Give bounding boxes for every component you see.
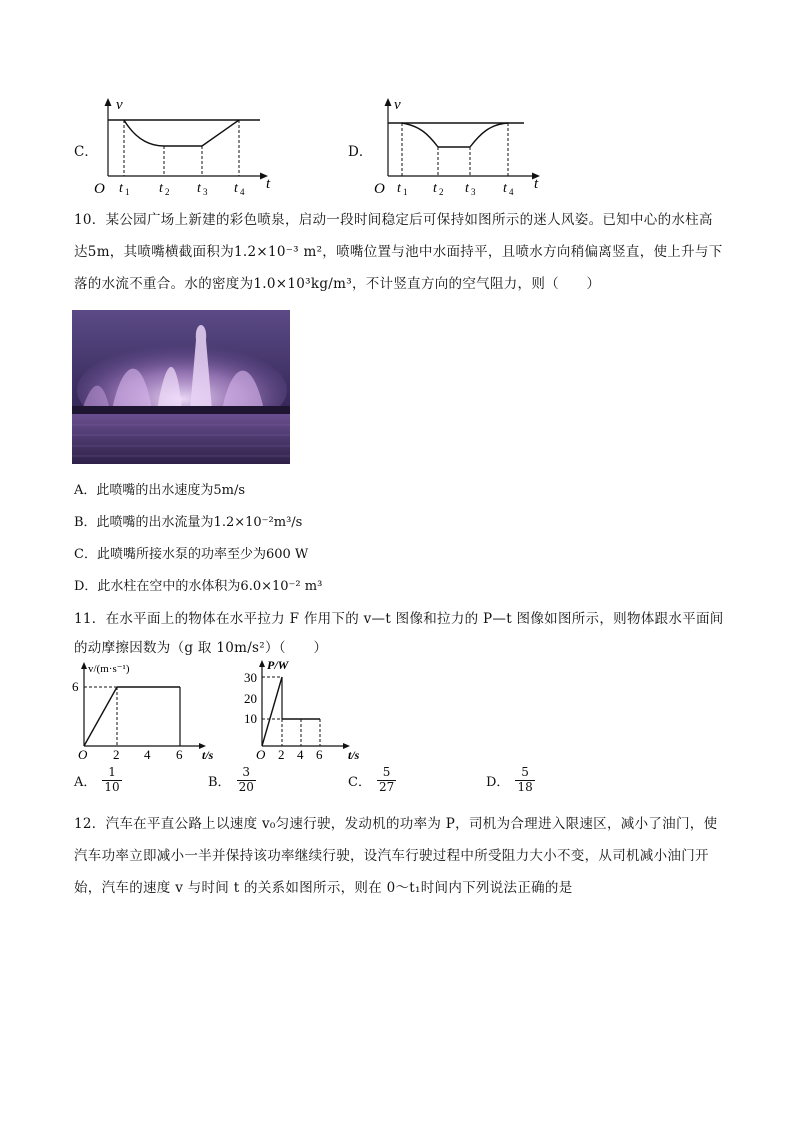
tick-t2-sub: 2 — [165, 187, 170, 196]
q11-option-a — [74, 766, 122, 795]
pt-tick-30: 30 — [244, 670, 257, 685]
q10-option-c: C．此喷嘴所接水泵的功率至少为600 W — [74, 547, 309, 562]
tick-t4: t — [503, 181, 507, 196]
numerator: 5 — [521, 765, 529, 779]
q12-line-2: 汽车功率立即减小一半并保持该功率继续行驶，设汽车行驶过程中所受阻力大小不变，从司机减小油门开 — [74, 848, 709, 864]
fountain-photo — [72, 310, 290, 464]
vt-xlabel: t/s — [202, 748, 214, 760]
q11-line-1: 11．在水平面上的物体在水平拉力 F 作用下的 v—t 图像和拉力的 P—t 图像如图所示，则物体跟水平面间 — [74, 611, 724, 627]
q12-line-1: 12．汽车在平直公路上以速度 v₀匀速行驶，发动机的功率为 P，司机为合理进入限速区，减小了油门，使 — [74, 816, 718, 832]
q10-option-a: A．此喷嘴的出水速度为5m/s — [74, 483, 246, 498]
tick-t2: t — [159, 181, 163, 196]
v-axis-label: v — [394, 97, 401, 113]
graph-option-c — [92, 94, 272, 196]
vt-tick-x6: 6 — [176, 747, 183, 760]
vt-origin: O — [78, 747, 88, 760]
q10-line-3: 落的水流不重合。水的密度为1.0×10³kg/m³，不计竖直方向的空气阻力，则（ ） — [74, 276, 601, 292]
tick-t3-sub: 3 — [471, 187, 476, 196]
q10-line-2: 达5m，其喷嘴横截面积为1.2×10⁻³ m²，喷嘴位置与池中水面持平，且喷水方向稍偏离竖直，使上升与下 — [74, 244, 723, 260]
q11-line-2: 的动摩擦因数为（g 取 10m/s²）（ ） — [74, 640, 328, 656]
q10-option-d: D．此水柱在空中的水体积为6.0×10⁻² m³ — [74, 579, 323, 594]
option-c-label: C． — [74, 144, 98, 160]
tick-t1-sub: 1 — [125, 187, 130, 196]
origin-label: O — [94, 181, 105, 196]
tick-t3: t — [197, 181, 201, 196]
q10-line-1: 10．某公园广场上新建的彩色喷泉，启动一段时间稳定后可保持如图所示的迷人风姿。已知中心的水柱高 — [74, 212, 713, 228]
q11-option-a-fraction — [102, 766, 121, 795]
q11-option-c-label: C． — [348, 774, 371, 790]
q11-option-b-label: B． — [208, 774, 231, 790]
q11-option-c — [348, 766, 396, 795]
q11-option-d-label: D． — [486, 774, 510, 790]
q11-option-d — [486, 766, 535, 795]
q12-line-3: 始，汽车的速度 v 与时间 t 的关系如图所示，则在 0～t₁时间内下列说法正确的是 — [74, 880, 573, 896]
tick-t3-sub: 3 — [203, 187, 208, 196]
vt-graph — [72, 660, 232, 760]
tick-t2: t — [433, 181, 437, 196]
q11-option-b — [208, 766, 256, 795]
pt-tick-20: 20 — [244, 691, 257, 706]
pt-xlabel: t/s — [348, 748, 360, 760]
tick-t1-sub: 1 — [403, 187, 408, 196]
t-axis-label: t — [266, 176, 271, 192]
vt-tick-x4: 4 — [144, 747, 151, 760]
v-axis-label: v — [116, 97, 123, 113]
numerator: 3 — [242, 765, 251, 779]
pt-tick-x2: 2 — [278, 747, 285, 760]
pt-ylabel: P/W — [267, 658, 289, 672]
q11-option-a-label: A． — [74, 774, 97, 790]
option-d-label: D． — [348, 144, 373, 160]
numerator: 1 — [108, 765, 116, 779]
denominator: 10 — [104, 779, 120, 794]
denominator: 27 — [378, 779, 395, 794]
pt-tick-x6: 6 — [316, 747, 323, 760]
q11-option-c-fraction — [377, 766, 396, 795]
vt-tick-x2: 2 — [113, 747, 120, 760]
q10-option-b: B．此喷嘴的出水流量为1.2×10⁻²m³/s — [74, 515, 303, 530]
denominator: 18 — [517, 779, 533, 794]
tick-t4-sub: 4 — [509, 187, 514, 196]
vt-ylabel: v/(m·s⁻¹) — [88, 663, 130, 675]
pt-tick-x4: 4 — [297, 747, 304, 760]
numerator: 5 — [382, 765, 391, 779]
denominator: 20 — [238, 779, 254, 794]
graph-option-d — [372, 94, 552, 196]
t-axis-label: t — [534, 176, 539, 192]
q11-option-b-fraction — [237, 766, 256, 795]
tick-t4-sub: 4 — [240, 187, 245, 196]
origin-label: O — [374, 181, 385, 196]
tick-t2-sub: 2 — [439, 187, 444, 196]
tick-t1: t — [397, 181, 401, 196]
tick-t3: t — [465, 181, 469, 196]
vt-tick-6: 6 — [72, 679, 79, 694]
tick-t1: t — [119, 181, 123, 196]
q11-option-d-fraction — [515, 766, 534, 795]
pt-graph — [240, 658, 370, 760]
pt-tick-10: 10 — [244, 711, 257, 726]
pt-origin: O — [256, 747, 266, 760]
tick-t4: t — [234, 181, 238, 196]
